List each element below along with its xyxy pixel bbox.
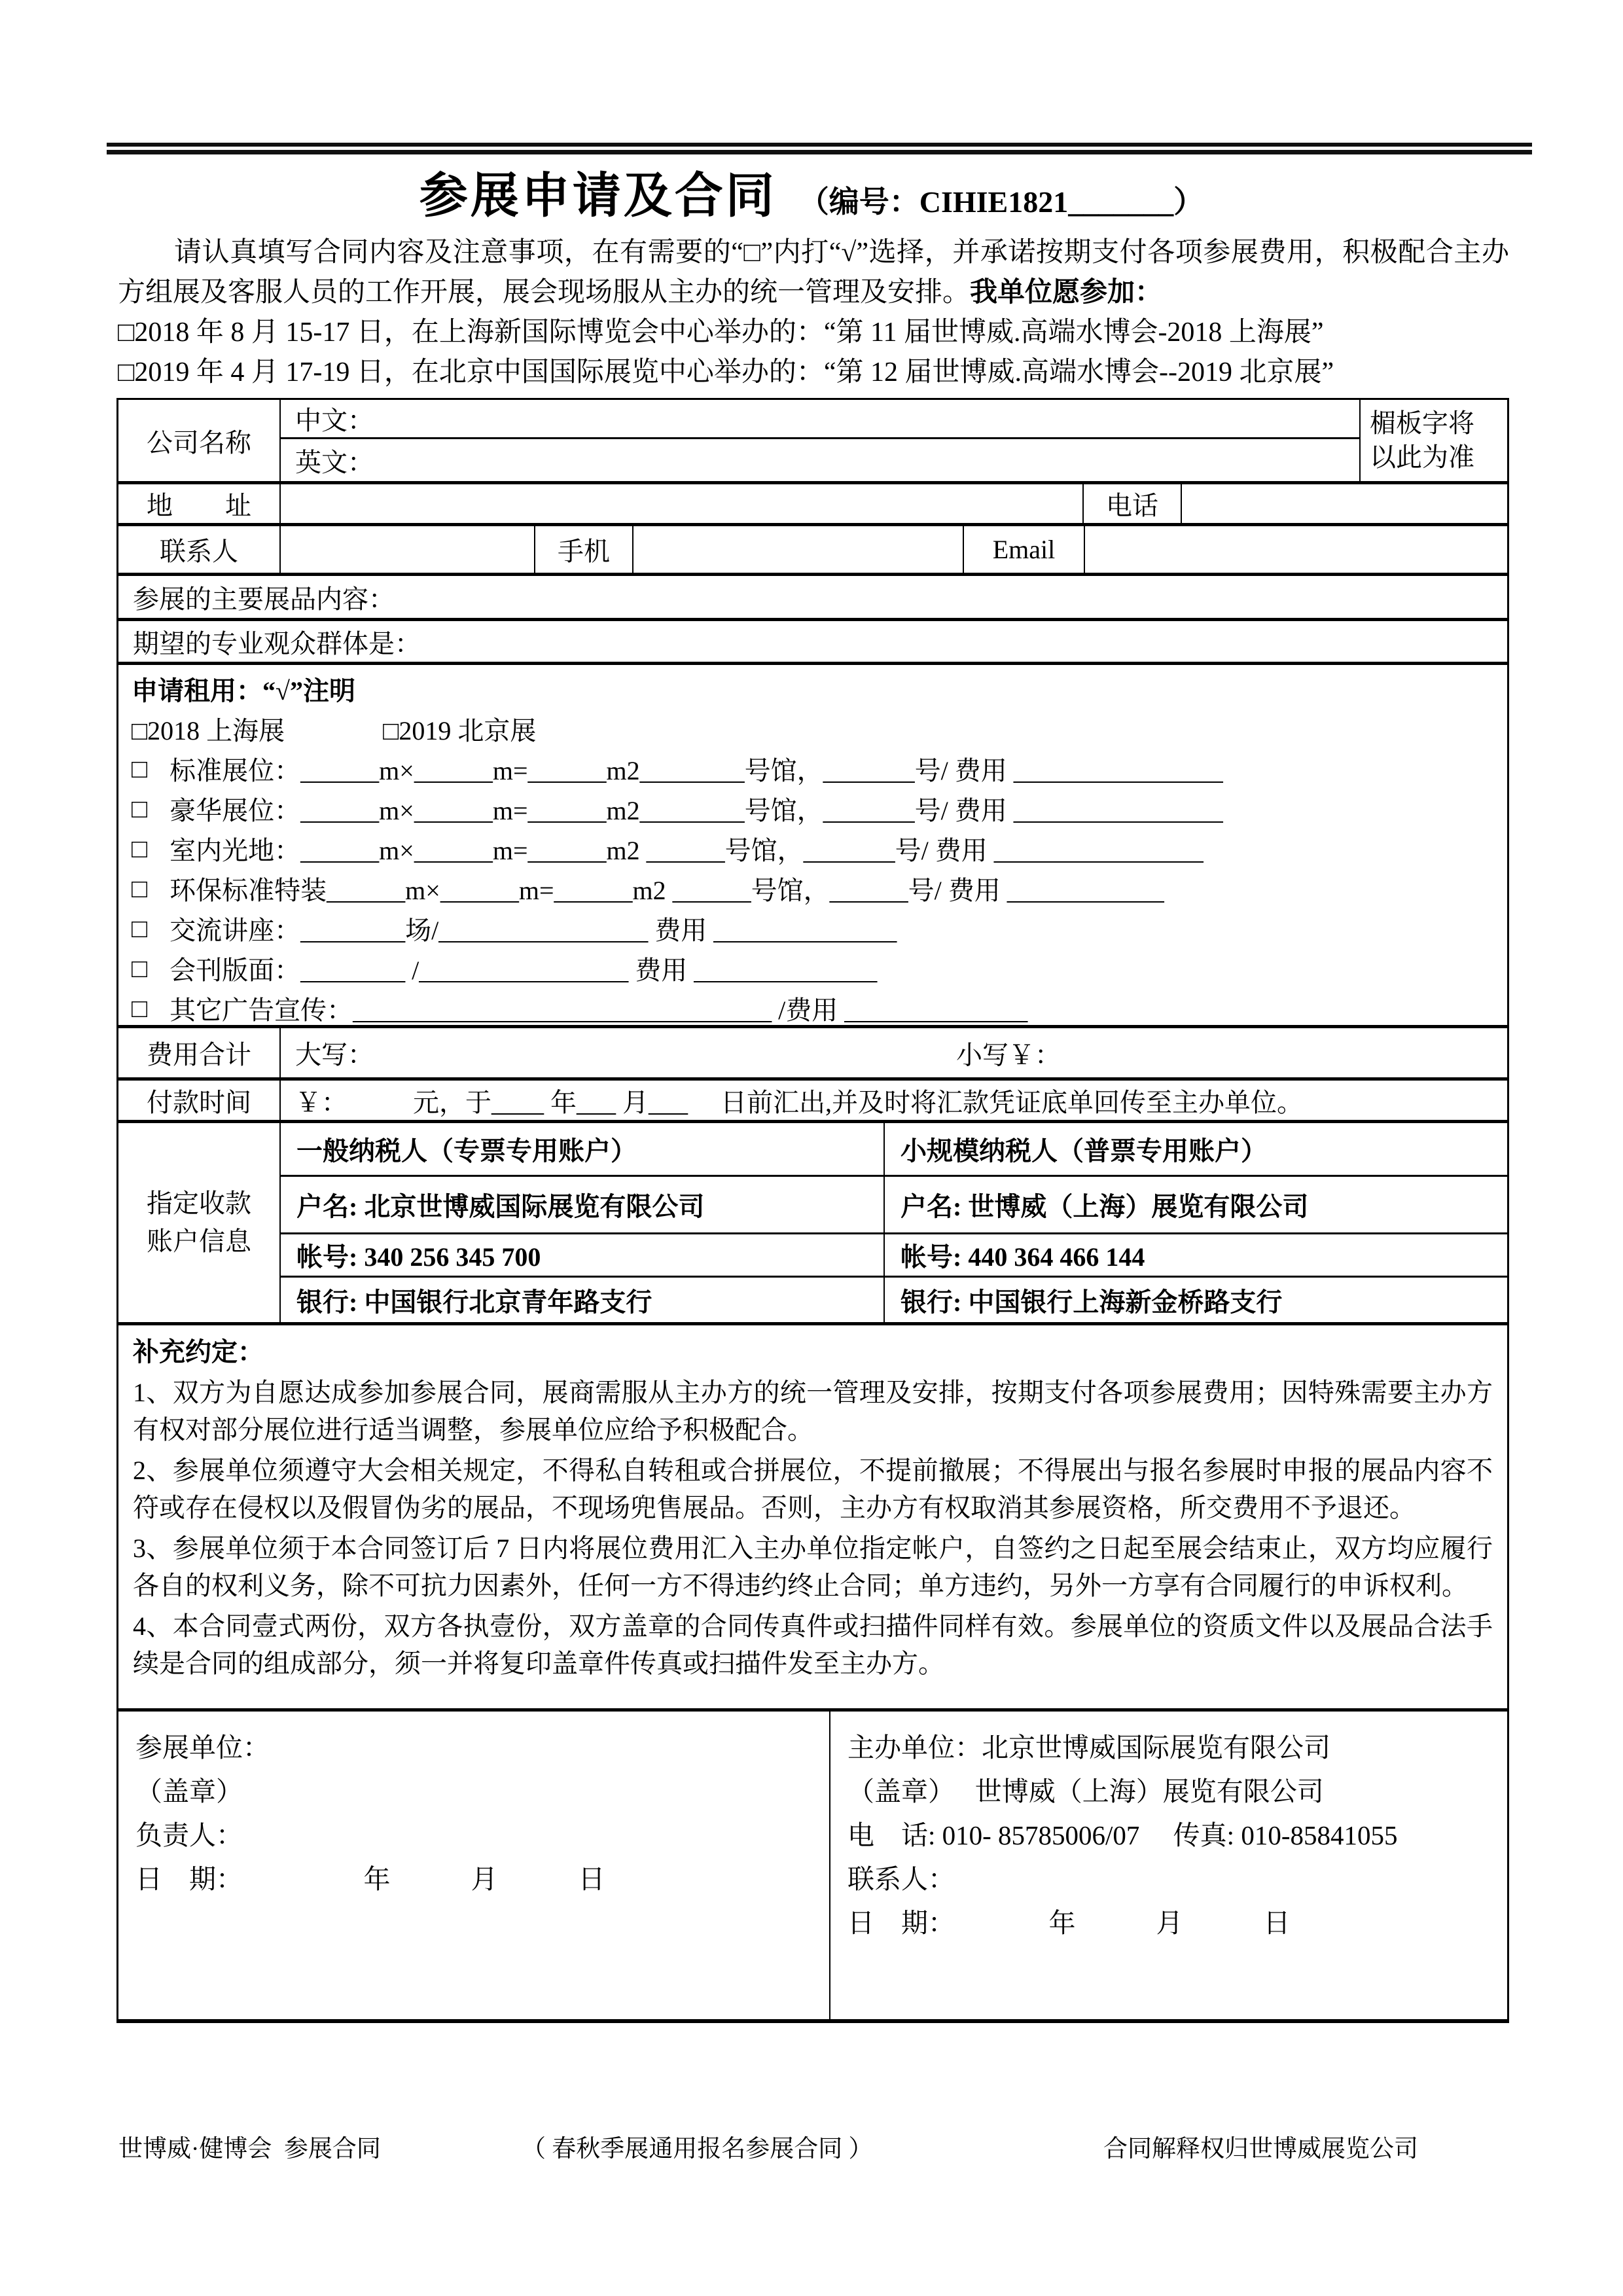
fascia-note-line1: 楣板字将 <box>1370 408 1474 438</box>
company-cn-label: 中文： <box>295 406 374 435</box>
rental-item-indoor-space <box>132 829 1494 869</box>
address-label: 地 址 <box>118 484 281 523</box>
account-number-row <box>281 1234 1507 1278</box>
rental-item-other-ads <box>132 988 1494 1028</box>
checkbox-icon[interactable]: □ <box>132 954 148 983</box>
company-en-label: 英文： <box>295 447 374 477</box>
top-double-rule <box>107 143 1532 154</box>
payment-time-field[interactable]: ￥： 元，于____ 年___ 月___ 日前汇出,并及时将汇款凭证底单回传至主办单位。 <box>295 1087 1303 1117</box>
page-title: 参展申请及合同 <box>419 170 777 223</box>
checkbox-icon[interactable]: □ <box>132 754 148 783</box>
checkbox-icon[interactable]: □ <box>132 994 148 1023</box>
rental-section <box>118 665 1507 1028</box>
address-row <box>118 484 1507 526</box>
intro-section <box>118 233 1509 393</box>
show-option-2018[interactable]: □2018 年 8 月 15-17 日，在上海新国际博览会中心举办的：“第 11 届世博威.高端水博会-2018 上海展” <box>118 317 1324 348</box>
contract-code: （编号：CIHIE1821_______） <box>798 185 1204 219</box>
footer-middle: （ 春秋季展通用报名参展合同 ） <box>522 2136 873 2162</box>
amount-words-label: 大写： <box>295 1040 374 1069</box>
total-fee-field[interactable] <box>281 1028 1507 1077</box>
supplement-clause-1: 1、双方为自愿达成参加参展合同，展商需服从主办方的统一管理及安排，按期支付各项参展费用；因特殊需要主办方有权对部分展位进行适当调整，参展单位应给予积极配合。 <box>133 1378 1493 1444</box>
company-name-cn-field[interactable] <box>281 400 1359 439</box>
fascia-note-line2: 以此为准 <box>1370 442 1474 472</box>
email-field[interactable] <box>1085 526 1507 573</box>
exhibits-row <box>118 576 1507 621</box>
organizer-seal-label: （盖章） 世博威（上海）展览有限公司 <box>847 1776 1324 1806</box>
account-bank-row <box>281 1278 1507 1322</box>
small-taxpayer-header: 小规模纳税人（普票专用账户） <box>901 1136 1267 1166</box>
checkbox-icon[interactable]: □ <box>132 794 148 823</box>
account-info-label <box>118 1123 281 1322</box>
rental-item-deluxe-booth <box>132 789 1494 829</box>
checkbox-icon[interactable]: □ <box>132 834 148 863</box>
company-name-cells <box>281 400 1361 481</box>
company-name-en-field[interactable] <box>281 439 1359 481</box>
audience-row <box>118 621 1507 665</box>
rental-item-text[interactable]: 标准展位：______m×______m=______m2________号馆，_______号/ 费用 ________________ <box>169 756 1223 785</box>
rental-item-text[interactable]: 其它广告宣传：________________________________ /费用 ______________ <box>169 996 1028 1025</box>
organizer-signature-block <box>830 1712 1507 2019</box>
supplement-clause-2: 2、参展单位须遵守大会相关规定，不得私自转租或合拼展位，不提前撤展；不得展出与报名参展时申报的展品内容不符或存在侵权以及假冒伪劣的展品，不现场兜售展品。否则，主办方有权取消其参展资格，所交费用不予退还。 <box>133 1456 1493 1522</box>
contact-row <box>118 526 1507 576</box>
rental-item-text[interactable]: 会刊版面：________ /________________ 费用 ______________ <box>169 956 878 985</box>
address-field[interactable] <box>281 484 1084 523</box>
exhibitor-unit-label[interactable]: 参展单位： <box>135 1732 270 1763</box>
rental-item-text[interactable]: 室内光地：______m×______m=______m2 ______号馆，_______号/ 费用 ________________ <box>169 836 1204 865</box>
exhibitor-seal-label: （盖章） <box>135 1776 243 1806</box>
organizer-contact-label[interactable]: 联系人： <box>847 1864 955 1894</box>
footer-right: 合同解释权归世博威展览公司 <box>1103 2136 1418 2162</box>
phone-label: 电话 <box>1084 484 1182 523</box>
account-label-line1: 指定收款 <box>147 1189 251 1218</box>
show-option-2019[interactable]: □2019 年 4 月 17-19 日，在北京中国国际展览中心举办的：“第 12 届世博威.高端水博会--2019 北京展” <box>118 357 1334 387</box>
small-account-name: 户名: 世博威（上海）展览有限公司 <box>901 1192 1309 1221</box>
exhibits-label: 参展的主要展品内容： <box>133 584 395 614</box>
small-account-number: 帐号: 440 364 466 144 <box>901 1242 1145 1272</box>
intro-paragraph <box>118 233 1509 313</box>
rental-item-text[interactable]: 交流讲座：________场/________________ 费用 ______________ <box>169 916 897 945</box>
supplement-clause-4: 4、本合同壹式两份，双方各执壹份，双方盖章的合同传真件或扫描件同样有效。参展单位的资质文件以及展品合法手续是合同的组成部分，须一并将复印盖章件传真或扫描件发至主办方。 <box>133 1611 1493 1678</box>
account-label-line2: 账户信息 <box>147 1227 251 1256</box>
signature-section <box>118 1712 1507 2019</box>
general-account-bank: 银行: 中国银行北京青年路支行 <box>281 1278 885 1322</box>
fascia-note <box>1361 400 1507 481</box>
payment-time-row <box>118 1081 1507 1123</box>
general-account-number: 帐号: 340 256 345 700 <box>281 1234 885 1276</box>
intro-text-bold: 我单位愿参加： <box>970 278 1163 308</box>
intro-text: 请认真填写合同内容及注意事项，在有需要的“□”内打“√”选择，并承诺按期支付各项参展费用，积极配合主办方组展及客服人员的工作开展，展会现场服从主办的统一管理及安排。 <box>118 238 1509 308</box>
rental-show-select <box>132 709 1494 749</box>
exhibits-field[interactable] <box>118 576 1507 618</box>
total-fee-row <box>118 1028 1507 1081</box>
account-info-section <box>118 1123 1507 1325</box>
title-line <box>0 157 1623 226</box>
account-grid <box>281 1123 1507 1322</box>
organizer-date-label[interactable]: 日 期： 年 月 日 <box>847 1908 1291 1938</box>
phone-field[interactable] <box>1182 484 1507 523</box>
email-label: Email <box>964 526 1085 573</box>
audience-field[interactable] <box>118 621 1507 662</box>
general-account-name: 户名: 北京世博威国际展览有限公司 <box>281 1177 885 1232</box>
page-footer <box>0 2128 1623 2168</box>
checkbox-2019-beijing[interactable]: □2019 北京展 <box>383 716 537 745</box>
exhibitor-head-label[interactable]: 负责人： <box>135 1820 243 1850</box>
rental-item-text[interactable]: 环保标准特装______m×______m=______m2 ______号馆，______号/ 费用 ____________ <box>169 876 1164 905</box>
checkbox-2018-shanghai[interactable]: □2018 上海展 <box>132 716 285 745</box>
amount-figures-label: 小写￥： <box>956 1040 1061 1069</box>
supplement-header: 补充约定： <box>133 1337 264 1367</box>
company-name-label: 公司名称 <box>118 400 281 481</box>
account-name-row <box>281 1177 1507 1234</box>
contract-form-table <box>116 398 1509 2023</box>
total-fee-label: 费用合计 <box>118 1028 281 1077</box>
contact-field[interactable] <box>281 526 535 573</box>
rental-item-catalog-page <box>132 948 1494 988</box>
supplement-section <box>118 1325 1507 1712</box>
exhibitor-signature-block <box>118 1712 830 2019</box>
mobile-label: 手机 <box>535 526 633 573</box>
rental-header: 申请租用：“√”注明 <box>132 676 355 706</box>
checkbox-icon[interactable]: □ <box>132 914 148 943</box>
contact-label: 联系人 <box>118 526 281 573</box>
payment-time-label: 付款时间 <box>118 1081 281 1120</box>
small-account-bank: 银行: 中国银行上海新金桥路支行 <box>901 1287 1283 1317</box>
company-name-row <box>118 400 1507 484</box>
exhibitor-date-label[interactable]: 日 期： 年 月 日 <box>135 1864 605 1894</box>
organizer-phone-fax: 电 话: 010- 85785006/07 传真: 010-85841055 <box>847 1820 1398 1850</box>
rental-item-lecture <box>132 908 1494 948</box>
supplement-clause-3: 3、参展单位须于本合同签订后 7 日内将展位费用汇入主办单位指定帐户，自签约之日起至展会结束止，双方均应履行各自的权利义务，除不可抗力因素外，任何一方不得违约终止合同；单方违约，另外一方享有合同履行的申诉权利。 <box>133 1534 1493 1600</box>
organizer-unit-label: 主办单位：北京世博威国际展览有限公司 <box>847 1732 1330 1763</box>
general-taxpayer-header: 一般纳税人（专票专用账户） <box>281 1123 885 1175</box>
rental-item-standard-booth <box>132 749 1494 789</box>
footer-left: 世博威·健博会 参展合同 <box>118 2136 381 2162</box>
account-header-row <box>281 1123 1507 1177</box>
rental-item-eco-custom <box>132 869 1494 908</box>
checkbox-icon[interactable]: □ <box>132 874 148 903</box>
audience-label: 期望的专业观众群体是： <box>133 628 421 658</box>
mobile-field[interactable] <box>633 526 964 573</box>
rental-item-text[interactable]: 豪华展位：______m×______m=______m2________号馆，_______号/ 费用 ________________ <box>169 796 1223 825</box>
